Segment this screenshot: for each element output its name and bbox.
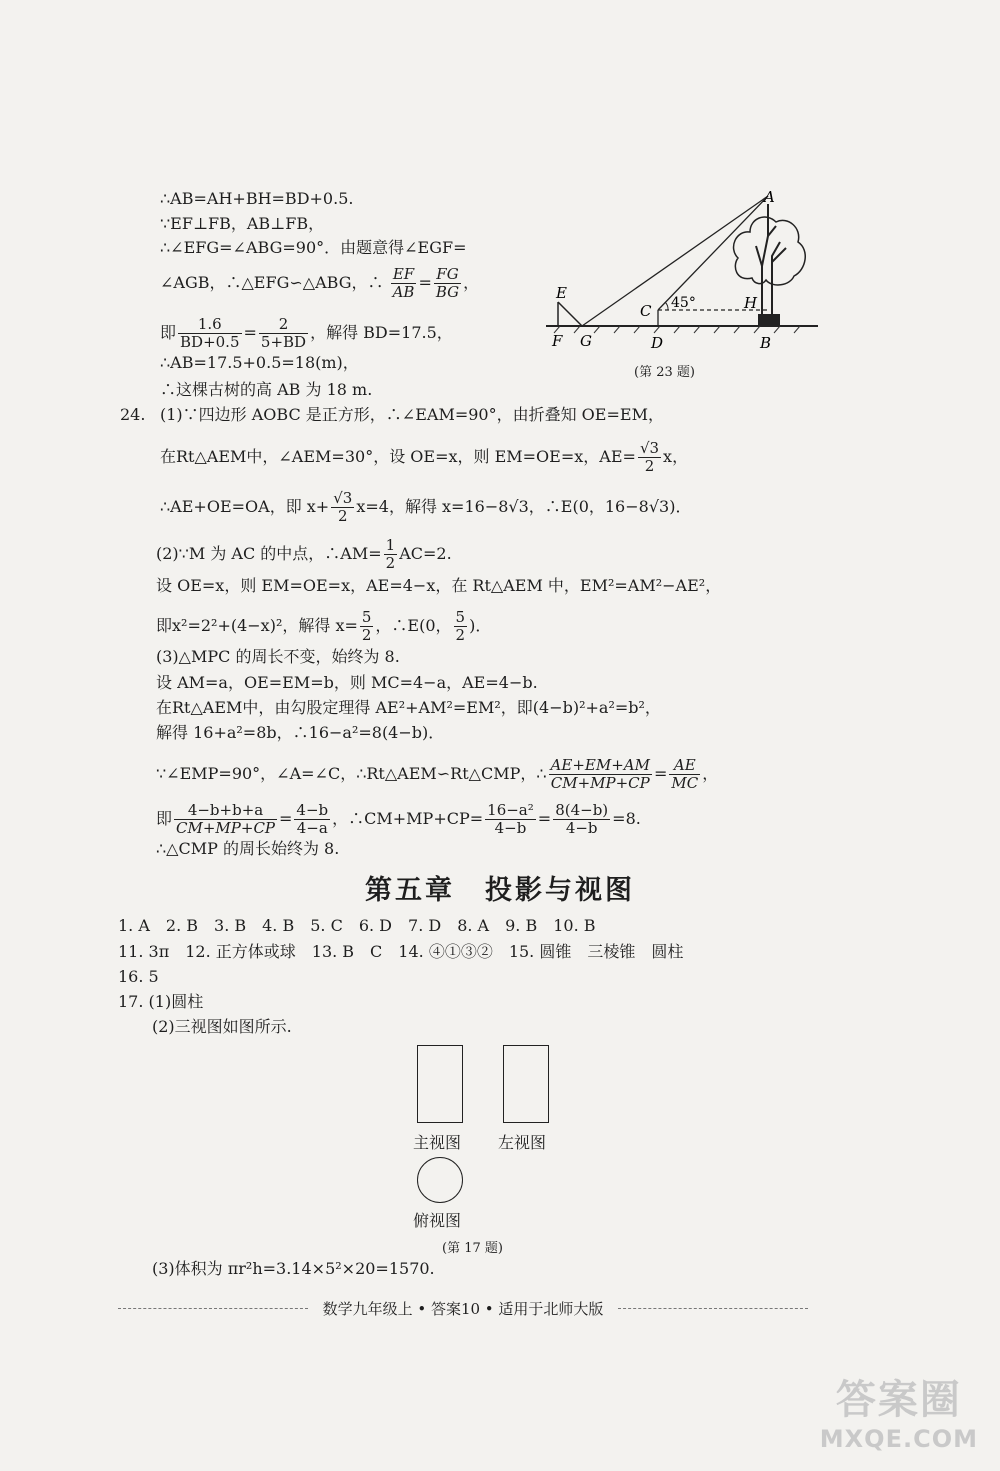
figure-23-diagram	[540, 186, 830, 356]
fraction: $\frac{AE+EM+AM}{CM+MP+CP}$	[550, 756, 650, 792]
top-view-circle	[417, 1157, 463, 1203]
fraction: $\frac{2}{5+BD}$	[260, 315, 307, 351]
line-24-12: 即 $\frac{4-b+b+a}{CM+MP+CP}$ = $\frac{4-b}{4-a}$ ，∴CM+MP+CP= $\frac{\text{16−a²}}{4-b}$ = $\frac{8(4-b)}{4-b}$ =8.	[156, 801, 641, 837]
line-24-4: (2)∵M 为 AC 的中点，∴AM= $\frac{1}{2}$ AC=2.	[156, 536, 452, 572]
chapter-title: 第五章 投影与视图	[365, 875, 635, 906]
answer-17-2: (2)三视图如图所示.	[152, 1017, 292, 1036]
fraction: $\frac{8(4-b)}{4-b}$	[555, 801, 609, 837]
answer-17-1: 17. (1)圆柱	[118, 992, 204, 1011]
fraction: $\frac{1.6}{BD+0.5}$	[180, 315, 240, 351]
line-24-5: 设 OE=x，则 EM=OE=x，AE=4−x，在 Rt△AEM 中，EM²=AM²−AE²，	[156, 576, 722, 595]
line-24-1: (1)∵四边形 AOBC 是正方形，∴∠EAM=90°，由折叠知 OE=EM，	[160, 405, 664, 424]
fraction: $\frac{√3}{2}$	[639, 439, 660, 475]
line-24-7: (3)△MPC 的周长不变，始终为 8.	[156, 647, 400, 666]
line-24-11: ∵∠EMP=90°，∠A=∠C，∴Rt△AEM∽Rt△CMP，∴ $\frac{AE+EM+AM}{CM+MP+CP}$ = $\frac{AE}{MC}$ ，	[156, 756, 719, 792]
footer-text: 数学九年级上 • 答案10 • 适用于北师大版	[322, 1300, 604, 1318]
watermark-logo: 答案圈 MXQE.COM	[819, 1377, 978, 1453]
line-24-13: ∴△CMP 的周长始终为 8.	[156, 839, 340, 858]
label-h: H	[744, 294, 758, 312]
line-conclusion-23: ∴这棵古树的高 AB 为 18 m.	[160, 380, 373, 399]
front-view-label: 主视图	[413, 1133, 462, 1152]
label-d: D	[651, 334, 664, 352]
front-view-rect	[417, 1045, 463, 1123]
answers-1-10: 1. A 2. B 3. B 4. B 5. C 6. D 7. D 8. A 9. B 10. B	[118, 916, 596, 935]
label-c: C	[640, 302, 652, 320]
page-footer	[118, 1298, 808, 1319]
label-f: F	[552, 332, 563, 350]
label-g: G	[580, 332, 592, 350]
line-similar: ∠AGB，∴△EFG∽△ABG，∴ $\frac{EF}{AB}$ = $\frac{FG}{BG}$ ，	[160, 265, 480, 301]
line-24-2: 在Rt△AEM中，∠AEM=30°，设 OE=x，则 EM=OE=x，AE= $\frac{√3}{2}$ x，	[160, 439, 689, 475]
fraction: $\frac{5}{2}$	[455, 608, 466, 644]
line-24-3: ∴AE+OE=OA，即 x+ $\frac{√3}{2}$ x=4，解得 x=16−8√3，∴E(0，16−8√3)．	[160, 489, 692, 525]
fraction: $\frac{\text{16−a²}}{4-b}$	[487, 801, 534, 837]
fraction: $\frac{5}{2}$	[361, 608, 372, 644]
line-solve-bd: 即 $\frac{1.6}{BD+0.5}$ = $\frac{2}{5+BD}$ ，解得 BD=17.5，	[160, 315, 453, 351]
line-24-8: 设 AM=a，OE=EM=b，则 MC=4−a，AE=4−b.	[156, 673, 538, 692]
answer-16: 16. 5	[118, 967, 159, 986]
line-ab-value: ∴AB=17.5+0.5=18(m)，	[160, 353, 359, 372]
fraction: $\frac{AE}{MC}$	[671, 756, 699, 792]
figure-17-caption: (第 17 题)	[442, 1241, 503, 1256]
answer-17-3: (3)体积为 πr²h=3.14×5²×20=1570.	[152, 1259, 435, 1278]
top-view-label: 俯视图	[413, 1211, 462, 1230]
fraction: $\frac{EF}{AB}$	[392, 265, 415, 301]
line-24-10: 解得 16+a²=8b，∴16−a²=8(4−b)．	[156, 723, 445, 742]
fraction: $\frac{4-b+b+a}{CM+MP+CP}$	[176, 801, 276, 837]
label-e: E	[556, 284, 567, 302]
figure-23-caption: (第 23 题)	[634, 365, 695, 380]
left-view-label: 左视图	[498, 1133, 547, 1152]
line-ab-sum: ∴AB=AH+BH=BD+0.5.	[160, 189, 354, 208]
label-a: A	[764, 188, 775, 206]
answers-11-15: 11. 3π 12. 正方体或球 13. B C 14. ④①③② 15. 圆锥 三棱锥 圆柱	[118, 942, 684, 961]
line-perp: ∵EF⊥FB，AB⊥FB，	[160, 214, 325, 233]
fraction: $\frac{√3}{2}$	[333, 489, 353, 525]
line-24-6: 即x²=2²+(4−x)²，解得 x= $\frac{5}{2}$ ，∴E(0， $\frac{5}{2}$ )．	[156, 608, 492, 644]
line-24-9: 在Rt△AEM中，由勾股定理得 AE²+AM²=EM²，即(4−b)²+a²=b²，	[156, 698, 661, 717]
fraction: $\frac{4-b}{4-a}$	[296, 801, 329, 837]
fraction: $\frac{FG}{BG}$	[435, 265, 460, 301]
fraction: $\frac{1}{2}$	[385, 536, 396, 572]
label-b: B	[760, 334, 772, 352]
left-view-rect	[503, 1045, 549, 1123]
question-number-24: 24.	[120, 405, 146, 424]
line-angle: ∴∠EFG=∠ABG=90°．由题意得∠EGF=	[160, 238, 467, 257]
label-angle-45: 45°	[671, 295, 696, 311]
